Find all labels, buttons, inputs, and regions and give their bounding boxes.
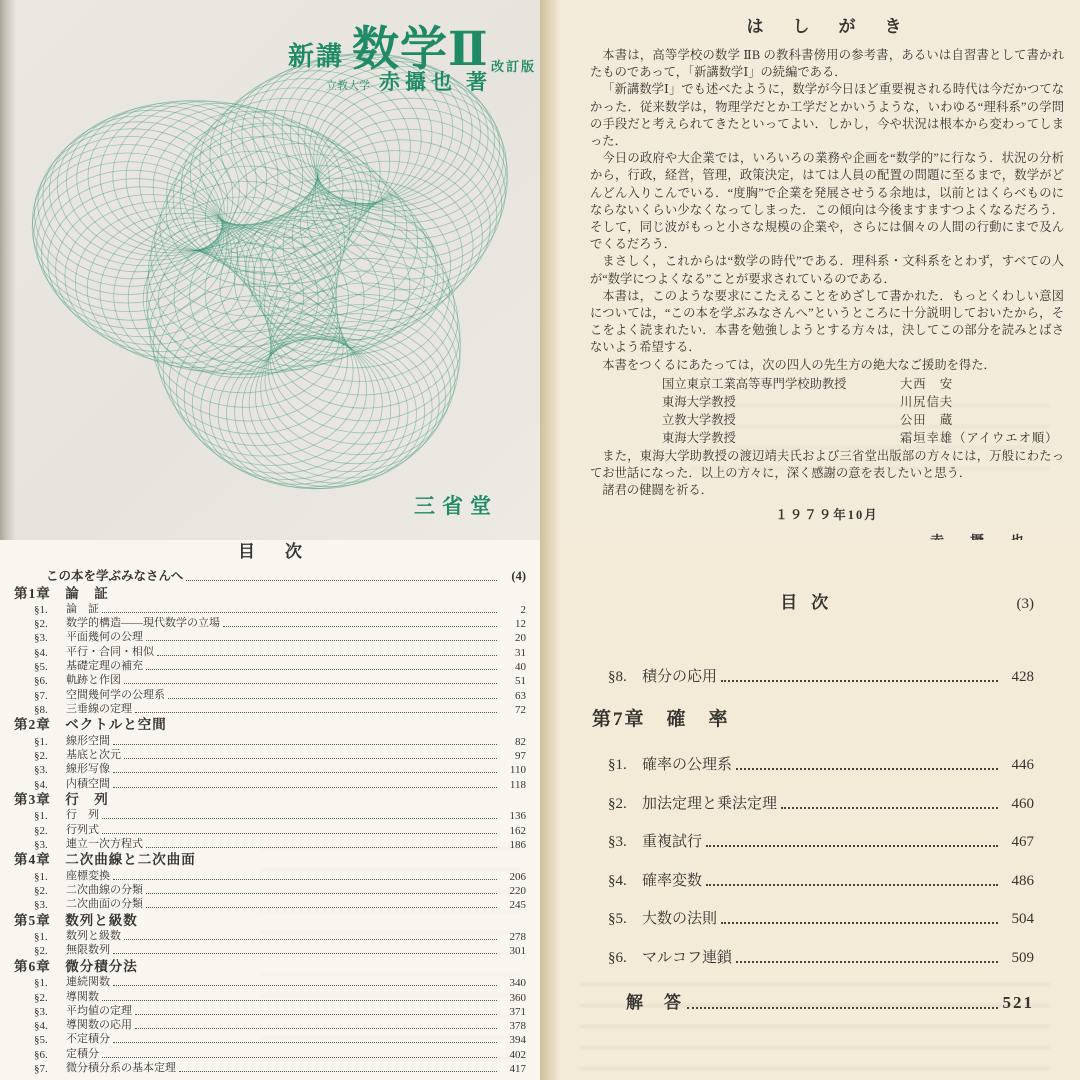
preface-paragraph: 本書は，このような要求にこたえることをめざして書かれた．もっとくわしい意図については，“この本を学ぶみなさんへ”というところに十分説明しておいたから，そこをよく読まれたい．本書を勉強しようとする方々は，決してこの部分を読みとばさないよう希望する． xyxy=(590,288,1064,355)
toc-entry-label: 第3章 行 列 xyxy=(14,792,109,808)
toc-entry-number: §5. xyxy=(608,911,627,927)
contributor-name: 霜垣幸雄（アイウエオ順） xyxy=(900,430,1059,445)
publisher-logo: 三省堂 xyxy=(414,494,498,518)
toc-entry-page: 486 xyxy=(1011,872,1034,889)
toc-entry-page: 72 xyxy=(515,703,526,716)
toc-entry-label: 基底と次元 xyxy=(66,748,121,761)
preface-content xyxy=(590,10,1064,551)
contributor-row xyxy=(662,411,1064,429)
dot-leader xyxy=(781,807,998,809)
toc-entry-label: 内積空間 xyxy=(66,777,110,790)
toc-entry-number: §3. xyxy=(34,899,48,912)
contributor-row xyxy=(662,429,1064,447)
author-affiliation: 立教大学 xyxy=(326,80,370,92)
toc3-content xyxy=(592,588,1034,1019)
toc-entry-page: 301 xyxy=(509,945,526,958)
toc-entry-label: 微分積分系の基本定理 xyxy=(66,1062,176,1075)
toc-entry-number: §3. xyxy=(608,834,627,850)
dot-leader xyxy=(113,985,497,986)
toc-entry xyxy=(592,973,1034,1019)
toc-entry-number: §7. xyxy=(34,689,48,702)
toc-entry xyxy=(14,1061,526,1075)
toc-entry-number: §8. xyxy=(608,668,627,685)
contributor-list xyxy=(662,375,1064,447)
toc-entry-label: 軌跡と作図 xyxy=(66,674,121,687)
toc-entry-number: §8. xyxy=(34,703,48,716)
toc-entry-page: 118 xyxy=(509,778,526,791)
toc-entry-page: 417 xyxy=(509,1063,526,1076)
dot-leader xyxy=(223,626,497,627)
toc-entry-label: 行列式 xyxy=(66,823,99,836)
toc-entry-page: 2 xyxy=(520,603,526,616)
dot-leader xyxy=(102,1000,497,1001)
toc-entry-page: (4) xyxy=(511,569,526,583)
toc-entry xyxy=(592,896,1034,935)
dot-leader xyxy=(721,922,998,924)
toc-entry-number: §1. xyxy=(34,931,48,944)
preface-paragraph: 本書をつくるにあたっては，次の四人の先生方の絶大なご援助を得た． xyxy=(602,357,996,372)
toc-entry-number: §6. xyxy=(608,949,627,966)
toc-entry-number: §5. xyxy=(34,660,48,673)
toc-entry-number: §1. xyxy=(34,735,48,748)
dot-leader xyxy=(186,580,497,581)
toc-entry-number: §6. xyxy=(34,1048,48,1061)
toc-entry-label: 論 証 xyxy=(66,602,99,615)
toc-entry-label: 線形写像 xyxy=(66,763,110,776)
toc-entry-number: §2. xyxy=(34,885,48,898)
toc-entry-number: §4. xyxy=(34,778,48,791)
contributor-role: 東海大学教授 xyxy=(662,430,736,445)
dot-leader xyxy=(102,1057,497,1058)
contributor-name: 公田 蔵 xyxy=(900,412,954,427)
toc-entry-label: 平均値の定理 xyxy=(66,1004,132,1017)
contributor-role: 立教大学教授 xyxy=(662,412,736,427)
spirograph-art xyxy=(0,0,540,540)
toc-entry xyxy=(592,780,1034,819)
toc-entry-page: 371 xyxy=(509,1005,526,1018)
toc-entry-label: 第1章 論 証 xyxy=(14,585,109,601)
dot-leader xyxy=(146,907,497,908)
toc-entry-label: 重複試行 xyxy=(642,834,703,850)
preface-paragraph: また，東海大学助教授の渡辺靖夫氏および三省堂出版部の方々には，万般にわたってお世話になった．以上の方々に，深く感謝の意を表したいと思う． xyxy=(590,448,1064,481)
dot-leader xyxy=(102,818,497,819)
dot-leader xyxy=(124,758,497,759)
toc-entry-number: §4. xyxy=(34,646,48,659)
dot-leader xyxy=(146,893,497,894)
toc-entry-page: 20 xyxy=(515,632,526,645)
toc-entry-label: 第5章 数列と級数 xyxy=(14,912,138,928)
dot-leader xyxy=(179,1071,497,1072)
dot-leader xyxy=(113,744,497,745)
toc-entry-page: 110 xyxy=(509,764,526,777)
dot-leader xyxy=(113,787,497,788)
toc-entry-label: 座標変換 xyxy=(66,869,110,882)
toc-entry-number: §7. xyxy=(34,1063,48,1076)
preface-page xyxy=(540,0,1080,540)
dot-leader xyxy=(706,884,998,886)
toc-entry-page: 521 xyxy=(1002,992,1034,1012)
toc-entry-number: §3. xyxy=(34,838,48,851)
toc-page-1 xyxy=(0,540,540,1080)
toc-entry-page: 186 xyxy=(509,838,526,851)
dot-leader xyxy=(146,640,497,641)
toc-entry-number: §2. xyxy=(34,945,48,958)
toc-entry-label: 第2章 ベクトルと空間 xyxy=(14,717,167,733)
preface-paragraph: 「新講数学Ⅰ」でも述べたように，数学が今日ほど重要視される時代は今だかつてなかった．従来数学は，物理学だとか工学だとかいうような，いわゆる“理科系”の学問の手段だと考えられてきたといってよい．しかし，今や状況は根本から変わってしまった． xyxy=(590,82,1064,149)
toc-entry-label: 連続関数 xyxy=(66,976,110,989)
dot-leader xyxy=(102,833,497,834)
toc-entry-label: 線形空間 xyxy=(66,734,110,747)
toc-entry-page: 206 xyxy=(509,870,526,883)
dot-leader xyxy=(721,680,998,682)
toc-entry-label: 第6章 微分積分法 xyxy=(14,958,138,974)
toc-entry-page: 278 xyxy=(509,931,526,944)
contributor-row xyxy=(662,393,1064,411)
toc-entry-label: 空間幾何学の公理系 xyxy=(66,688,165,701)
toc-entry-label: 行 列 xyxy=(66,809,99,822)
preface-paragraph: 本書は，高等学校の数学 ⅡB の教科書傍用の参考書，あるいは自習書として書かれたものであって，「新講数学Ⅰ」の続編である． xyxy=(590,48,1064,80)
toc-entry-label: この本を学ぶみなさんへ xyxy=(46,569,184,583)
toc-entry-page: 136 xyxy=(509,810,526,823)
contributor-name: 大西 安 xyxy=(900,376,954,391)
toc-entry xyxy=(592,653,1034,692)
series-label: 新講 xyxy=(288,42,345,71)
toc-entry-number: §1. xyxy=(34,977,48,990)
contributor-name: 川尻信夫 xyxy=(900,394,954,409)
toc-entry-label: マルコフ連鎖 xyxy=(642,949,733,966)
preface-closing xyxy=(590,448,1064,500)
page-edge-shadow xyxy=(540,540,560,1080)
toc-entry-page: 97 xyxy=(515,749,526,762)
toc-entry xyxy=(592,819,1034,858)
toc-entry-label: 解 答 xyxy=(626,992,683,1012)
toc-entry-label: 確率変数 xyxy=(642,872,703,889)
toc-entry-page: 504 xyxy=(1011,911,1034,927)
toc-entry-page: 82 xyxy=(515,735,526,748)
cover-page xyxy=(0,0,540,540)
toc-page-3 xyxy=(540,540,1080,1080)
preface-date: １９７９年10月 xyxy=(775,508,879,523)
preface-body xyxy=(590,47,1064,374)
toc-entry-page: 467 xyxy=(1011,834,1034,850)
toc-entry-label: 数学的構造——現代数学の立場 xyxy=(66,617,220,630)
dot-leader xyxy=(168,698,497,699)
toc-entry-page: 162 xyxy=(509,824,526,837)
toc-entry-number: §6. xyxy=(34,675,48,688)
page-edge-shadow xyxy=(540,0,560,540)
toc-entry-label: 連立一次方程式 xyxy=(66,837,143,850)
toc-entry-label: 平面幾何の公理 xyxy=(66,631,143,644)
toc3-heading: 目次 xyxy=(780,593,843,612)
toc1-content xyxy=(14,537,526,1075)
toc-entry-page: 402 xyxy=(509,1048,526,1061)
toc-entry xyxy=(592,742,1034,781)
toc-entry xyxy=(592,692,1034,742)
author-suffix: 著 xyxy=(466,70,487,94)
dot-leader xyxy=(135,1028,497,1029)
toc-entry-number: §3. xyxy=(34,764,48,777)
toc-entry-label: 二次曲面の分類 xyxy=(66,898,143,911)
dot-leader xyxy=(113,772,497,773)
toc-entry-label: 第7章 確 率 xyxy=(592,708,730,730)
preface-heading: は し が き xyxy=(746,17,908,36)
toc-entry-page: 394 xyxy=(509,1034,526,1047)
toc-entry xyxy=(592,857,1034,896)
toc1-heading: 目次 xyxy=(238,542,332,561)
edition-label: 改訂版 xyxy=(490,59,536,74)
toc-entry-label: 三垂線の定理 xyxy=(66,702,132,715)
dot-leader xyxy=(736,768,998,770)
toc-entry-label: 不定積分 xyxy=(66,1033,110,1046)
dot-leader xyxy=(113,1042,497,1043)
toc-entry-page: 220 xyxy=(509,885,526,898)
dot-leader xyxy=(687,1007,998,1009)
dot-leader xyxy=(157,655,497,656)
dot-leader xyxy=(102,612,497,613)
toc-entry-number: §2. xyxy=(34,749,48,762)
toc-entry-label: 導関数の応用 xyxy=(66,1019,132,1032)
toc-entry xyxy=(592,934,1034,973)
toc3-header xyxy=(592,588,1034,613)
toc-entry-label: 二次曲線の分類 xyxy=(66,884,143,897)
dot-leader xyxy=(113,879,497,880)
toc-entry-page: 340 xyxy=(509,977,526,990)
author-name: 赤攝也 xyxy=(379,70,457,94)
toc-entry-label: 第4章 二次曲線と二次曲面 xyxy=(14,852,196,868)
contributor-role: 国立東京工業高等専門学校助教授 xyxy=(662,376,847,391)
toc-entry-number: §2. xyxy=(34,991,48,1004)
toc-entry-label: 確率の公理系 xyxy=(642,757,733,773)
toc3-list xyxy=(592,653,1034,1019)
toc1-list xyxy=(14,566,526,1075)
dot-leader xyxy=(124,939,497,940)
toc-entry-page: 245 xyxy=(509,899,526,912)
toc-entry-number: §1. xyxy=(34,870,48,883)
preface-paragraph: 諸君の健闘を祈る． xyxy=(602,483,713,498)
toc-entry-page: 378 xyxy=(509,1020,526,1033)
toc-entry-label: 積分の応用 xyxy=(642,668,718,685)
dot-leader xyxy=(135,712,497,713)
toc-entry-number: §5. xyxy=(34,1034,48,1047)
preface-paragraph: まさしく，これからは“数学の時代”である．理科系・文科系をとわず，すべての人が“数学につよくなる”ことが要求されているのである． xyxy=(590,254,1064,286)
contributor-role: 東海大学教授 xyxy=(662,394,736,409)
toc-entry-number: §4. xyxy=(608,872,627,889)
toc-entry-page: 360 xyxy=(509,991,526,1004)
toc-entry-label: 導関数 xyxy=(66,990,99,1003)
toc-entry-page: 51 xyxy=(515,675,526,688)
dot-leader xyxy=(124,683,497,684)
toc-entry-label: 大数の法則 xyxy=(642,911,718,927)
toc-entry-number: §1. xyxy=(34,810,48,823)
toc-entry-label: 定積分 xyxy=(66,1047,99,1060)
toc-entry-number: §2. xyxy=(608,795,627,812)
toc-entry-page: 460 xyxy=(1011,795,1034,812)
toc-entry-label: 加法定理と乗法定理 xyxy=(642,795,778,812)
toc-entry-page: 446 xyxy=(1011,757,1034,773)
book-title: 数学Ⅱ xyxy=(352,24,489,76)
toc-entry-page: 12 xyxy=(515,618,526,631)
dot-leader xyxy=(135,1014,497,1015)
toc-entry-number: §1. xyxy=(34,603,48,616)
toc-entry-number: §1. xyxy=(608,757,627,773)
dot-leader xyxy=(706,845,998,847)
toc-entry-label: 無限数列 xyxy=(66,944,110,957)
dot-leader xyxy=(736,961,998,963)
toc-entry-number: §3. xyxy=(34,1005,48,1018)
toc-entry-page: 31 xyxy=(515,646,526,659)
toc-entry-label: 数列と級数 xyxy=(66,930,121,943)
toc-entry-page: 63 xyxy=(515,689,526,702)
dot-leader xyxy=(146,669,497,670)
toc-entry-label: 平行・合同・相似 xyxy=(66,645,154,658)
page-folio: (3) xyxy=(1016,596,1034,612)
preface-paragraph: 今日の政府や大企業では，いろいろの業務や企画を“数学的”に行なう．状況の分析から，行政，経営，管理，政策決定，はては人員の配置の問題に至るまで，数学がどんどん入りこんでいる．“度胸”で企業を発展させうる余地は，以前とはくらべものにならないくらい少なくなってしまった．この傾向は今後ますますつよくなるだろう．そして，同じ波がもっと小さな規模の企業や，さらには個々の人間の行動にまで及んでくるだろう． xyxy=(590,151,1064,252)
toc-entry-number: §3. xyxy=(34,632,48,645)
toc-entry-label: 基礎定理の補充 xyxy=(66,659,143,672)
dot-leader xyxy=(146,847,497,848)
toc-entry-page: 428 xyxy=(1011,668,1034,685)
dot-leader xyxy=(113,953,497,954)
contributor-row xyxy=(662,375,1064,393)
toc-entry-number: §4. xyxy=(34,1020,48,1033)
toc-entry-page: 40 xyxy=(515,660,526,673)
toc-entry-number: §2. xyxy=(34,618,48,631)
toc-entry-page: 509 xyxy=(1011,949,1034,966)
toc-entry-number: §2. xyxy=(34,824,48,837)
